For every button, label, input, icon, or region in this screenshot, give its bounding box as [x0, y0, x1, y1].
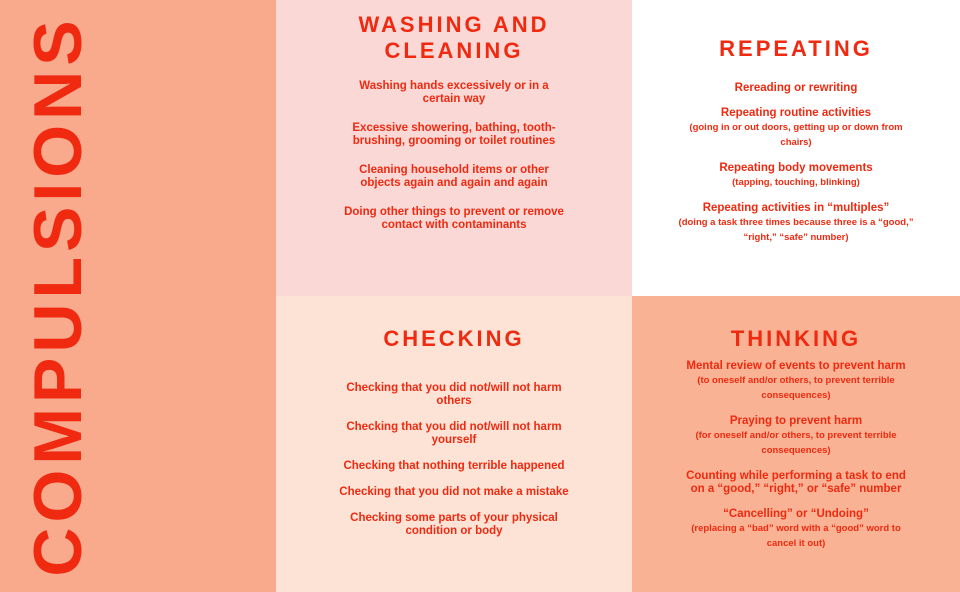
- list-item: [339, 421, 569, 447]
- item-text: Praying to prevent harm: [729, 415, 863, 427]
- item-text: Excessive showering, bathing, tooth-brushing, grooming or toilet routines: [352, 122, 556, 147]
- item-text: Checking that you did not make a mistake: [339, 486, 569, 498]
- item-text: Cleaning household items or other objects again and again and again: [359, 164, 549, 189]
- list-item: [676, 82, 916, 95]
- item-subtext: (doing a task three times because three is a “good,” “right,” “safe” number): [678, 217, 914, 243]
- checking-title: CHECKING: [383, 326, 525, 351]
- item-subtext: (for oneself and/or others, to prevent terrible consequences): [695, 430, 897, 456]
- repeating-title: REPEATING: [719, 36, 873, 61]
- list-item: [676, 202, 916, 245]
- item-subtext: (tapping, touching, blinking): [732, 177, 860, 188]
- repeating-list: [632, 82, 960, 257]
- washing-cleaning-list: [276, 80, 632, 248]
- item-text: Doing other things to prevent or remove contact with contaminants: [344, 206, 564, 231]
- checking-list: [276, 382, 632, 551]
- thinking-list: [632, 360, 960, 563]
- list-item: [681, 360, 911, 403]
- checking-panel: [276, 296, 632, 592]
- list-item: [339, 486, 569, 499]
- list-item: [339, 460, 569, 473]
- item-text: Repeating body movements: [719, 162, 873, 174]
- washing-cleaning-panel: [276, 0, 632, 296]
- item-subtext: (to oneself and/or others, to prevent terrible consequences): [697, 375, 895, 401]
- thinking-title: THINKING: [730, 326, 862, 351]
- list-item: [681, 470, 911, 496]
- item-text: Counting while performing a task to end on a “good,” “right,” or “safe” number: [686, 470, 906, 495]
- item-text: Checking that you did not/will not harm yourself: [346, 421, 562, 446]
- item-text: Checking some parts of your physical condition or body: [350, 512, 558, 537]
- list-item: [681, 415, 911, 458]
- list-item: [344, 164, 564, 190]
- list-item: [344, 122, 564, 148]
- washing-cleaning-title: WASHING AND CLEANING: [358, 12, 550, 63]
- item-subtext: (going in or out doors, getting up or down from chairs): [689, 122, 903, 148]
- item-text: Checking that you did not/will not harm others: [346, 382, 562, 407]
- list-item: [344, 80, 564, 106]
- list-item: [676, 162, 916, 190]
- compulsions-heading: COMPULSIONS: [20, 15, 96, 577]
- item-text: Washing hands excessively or in a certain way: [359, 80, 549, 105]
- list-item: [339, 382, 569, 408]
- item-text: Rereading or rewriting: [734, 82, 858, 94]
- item-text: “Cancelling” or “Undoing”: [723, 508, 869, 520]
- thinking-panel: [632, 296, 960, 592]
- item-text: Mental review of events to prevent harm: [686, 360, 906, 372]
- compulsions-sidebar: [0, 0, 276, 592]
- item-subtext: (replacing a “bad” word with a “good” word to cancel it out): [691, 523, 901, 549]
- item-text: Repeating routine activities: [720, 107, 872, 119]
- list-item: [676, 107, 916, 150]
- repeating-panel: [632, 0, 960, 296]
- list-item: [681, 508, 911, 551]
- list-item: [339, 512, 569, 538]
- list-item: [344, 206, 564, 232]
- item-text: Checking that nothing terrible happened: [343, 460, 565, 472]
- item-text: Repeating activities in “multiples”: [702, 202, 890, 214]
